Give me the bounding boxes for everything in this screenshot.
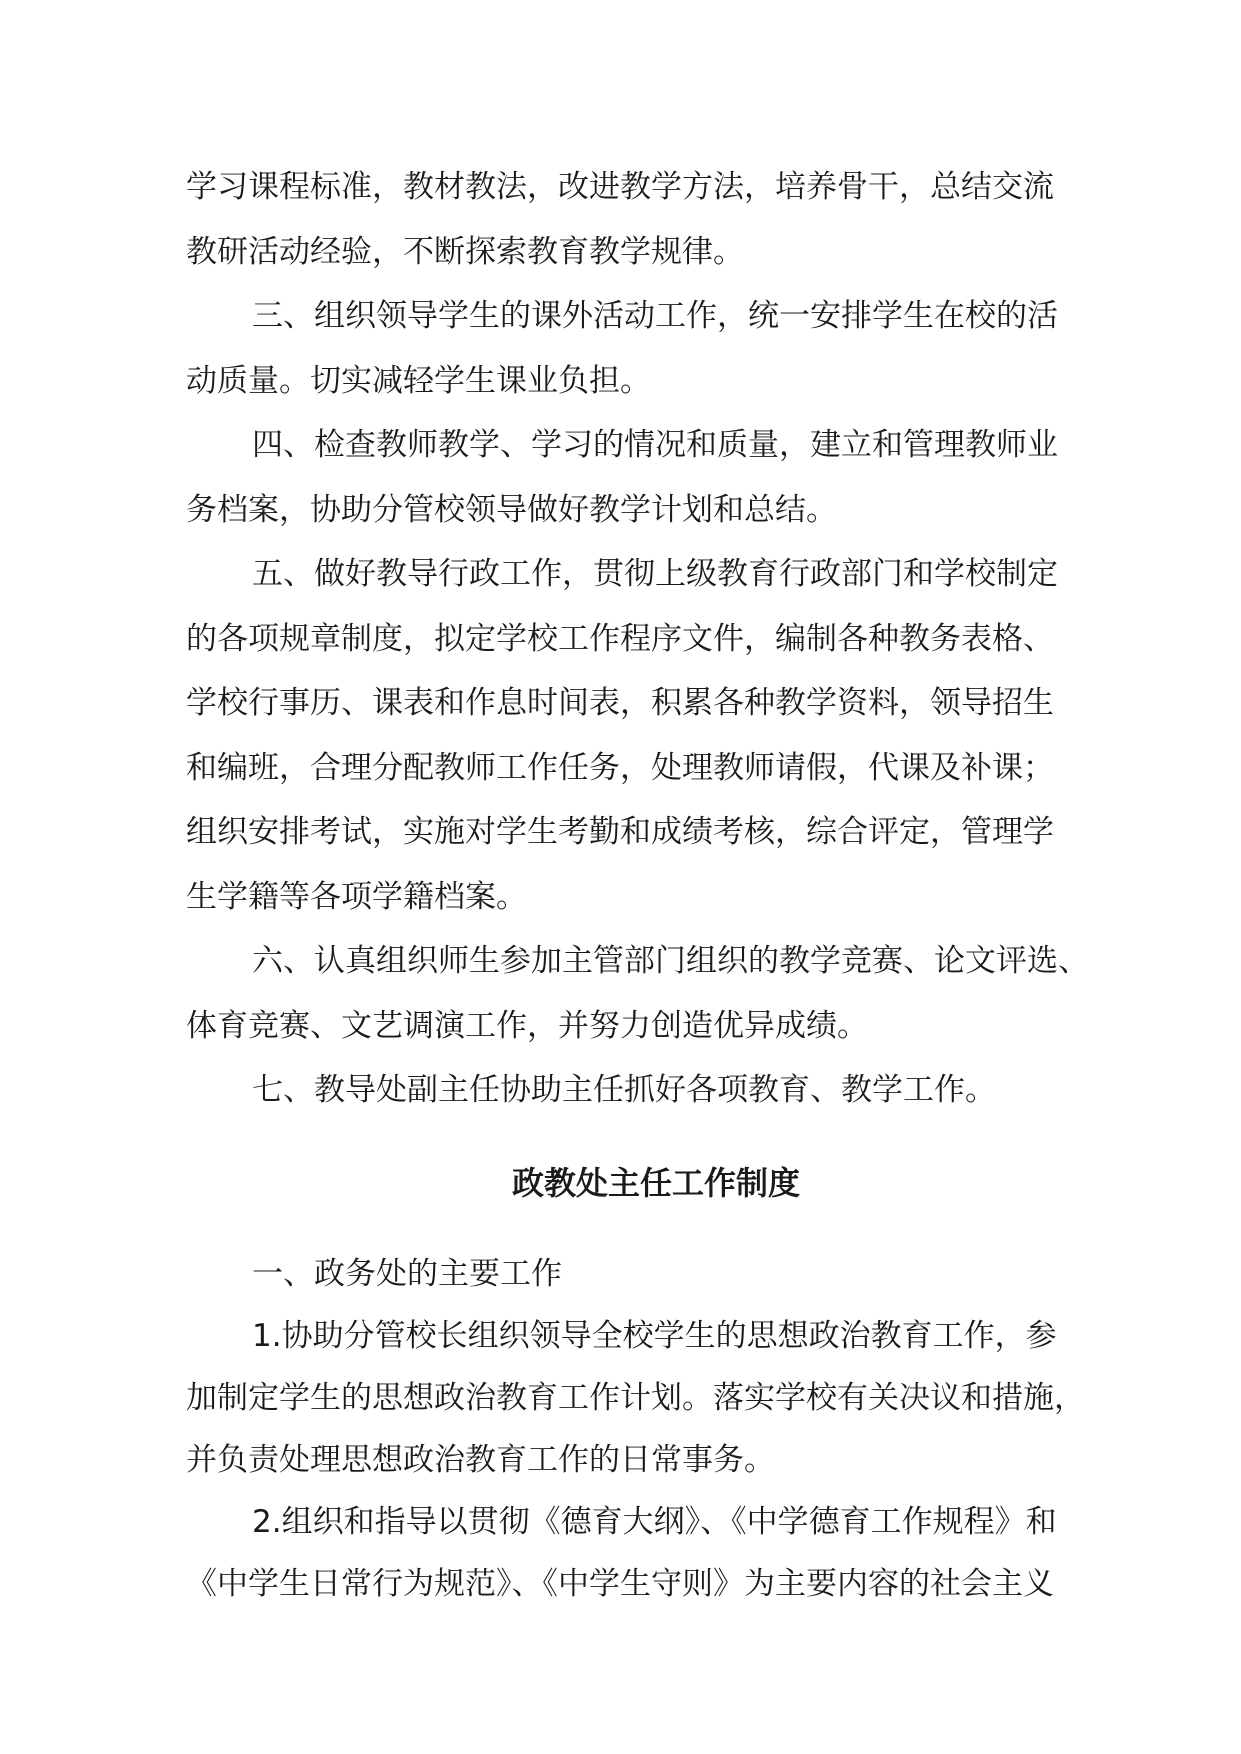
paragraph-line: 务档案，协助分管校领导做好教学计划和总结。 bbox=[186, 491, 837, 528]
paragraph-line: 学习课程标准，教材教法，改进教学方法，培养骨干，总结交流 bbox=[186, 169, 1054, 205]
paragraph-line: 五、做好教导行政工作，贯彻上级教育行政部门和学校制定 bbox=[252, 556, 1058, 592]
section-political-affairs bbox=[186, 1243, 1126, 1615]
paragraph-line: 七、教导处副主任协助主任抓好各项教育、教学工作。 bbox=[252, 1072, 996, 1108]
paragraph-line: 三、组织领导学生的课外活动工作，统一安排学生在校的活 bbox=[252, 298, 1058, 334]
paragraph-line: 一、政务处的主要工作 bbox=[252, 1256, 562, 1292]
paragraph-line: 并负责处理思想政治教育工作的日常事务。 bbox=[186, 1442, 775, 1478]
paragraph-line: 加制定学生的思想政治教育工作计划。落实学校有关决议和措施， bbox=[186, 1380, 1085, 1416]
paragraph-line: 《中学生日常行为规范》、《中学生守则》为主要内容的社会主义 bbox=[186, 1566, 1054, 1602]
paragraph-line: 学校行事历、课表和作息时间表，积累各种教学资料，领导招生 bbox=[186, 685, 1054, 721]
paragraph-line: 生学籍等各项学籍档案。 bbox=[186, 878, 527, 915]
paragraph-line: 动质量。切实减轻学生课业负担。 bbox=[186, 362, 651, 399]
paragraph-line: 体育竞赛、文艺调演工作，并努力创造优异成绩。 bbox=[186, 1007, 868, 1044]
paragraph-line: 和编班，合理分配教师工作任务，处理教师请假，代课及补课； bbox=[186, 749, 1054, 786]
section-teaching-affairs bbox=[186, 155, 1126, 1123]
paragraph-line: 四、检查教师教学、学习的情况和质量，建立和管理教师业 bbox=[252, 427, 1058, 463]
paragraph-line: 的各项规章制度，拟定学校工作程序文件，编制各种教务表格、 bbox=[186, 620, 1054, 657]
paragraph-line: 1.协助分管校长组织领导全校学生的思想政治教育工作，参 bbox=[252, 1318, 1057, 1354]
paragraph-line: 六、认真组织师生参加主管部门组织的教学竞赛、论文评选、 bbox=[252, 943, 1089, 979]
paragraph-line: 教研活动经验，不断探索教育教学规律。 bbox=[186, 233, 744, 270]
document-page bbox=[186, 155, 1126, 1615]
paragraph-line: 2.组织和指导以贯彻《德育大纲》、《中学德育工作规程》和 bbox=[252, 1504, 1057, 1540]
paragraph-line: 组织安排考试，实施对学生考勤和成绩考核，综合评定，管理学 bbox=[186, 814, 1054, 850]
section-title: 政教处主任工作制度 bbox=[511, 1163, 800, 1202]
